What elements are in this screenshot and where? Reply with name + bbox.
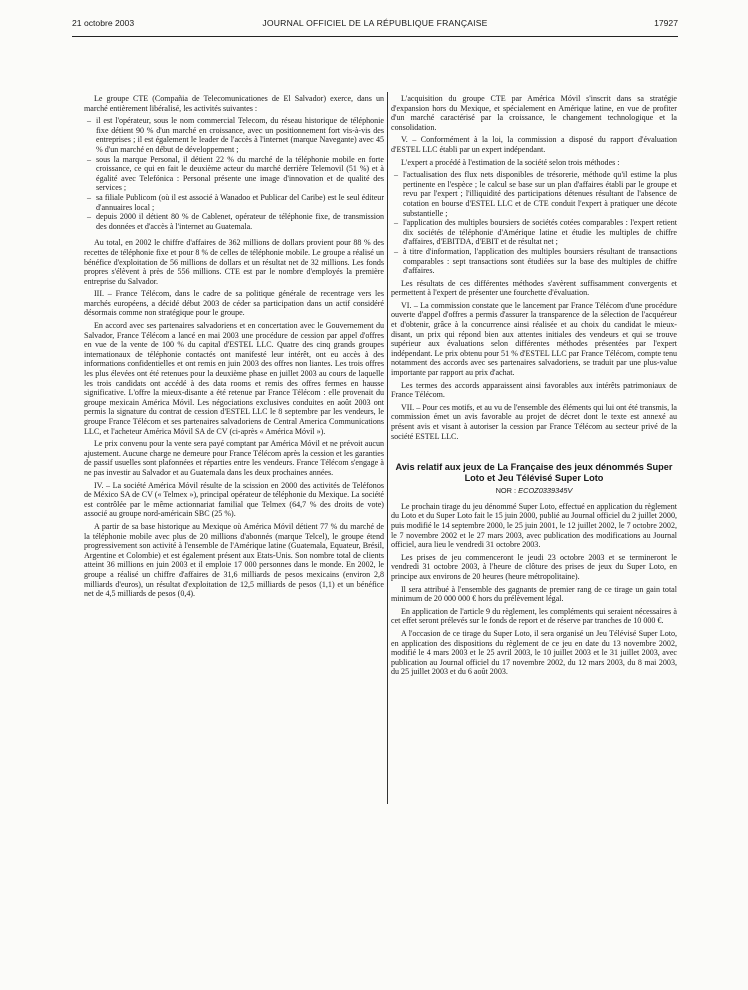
- left-column: [84, 94, 384, 602]
- paragraph: IV. – La société América Móvil résulte de la scission en 2000 des activités de Teléfonos de México SA de CV (« Telmex »), principal opérateur de téléphonie du Mexique. La société est contrôlée par le même actionnariat familial que Telmex (64,7 % des droits de vote) associé au groupe nord-américain SBC (25 %).: [84, 480, 384, 519]
- list-item: – sous la marque Personal, il détient 22 % du marché de la téléphonie mobile en forte croissance, ce qui en fait le deuxième acteur du marché derrière Telemovil (51 %) et à égalité avec Telefónica : Personal présente une image d'innovation et de qualité des services ;: [84, 155, 384, 193]
- nor-reference: [391, 486, 677, 496]
- paragraph: V. – Conformément à la loi, la commission a disposé du rapport d'évaluation d'ESTEL LLC établi par un expert indépendant.: [391, 135, 677, 154]
- notice-title: Avis relatif aux jeux de La Française des jeux dénommés Super Loto et Jeu Télévisé Super Loto: [395, 462, 673, 484]
- page-header: [72, 18, 678, 32]
- paragraph: Les résultats de ces différentes méthodes s'avèrent suffisamment convergents et permettent à l'expert de présenter une fourchette d'évaluation.: [391, 278, 677, 298]
- paragraph: En application de l'article 9 du règlement, les compléments qui seraient nécessaires à cet effet seront prélevés sur le fonds de report et de réserve par tranches de 10 000 €.: [391, 606, 677, 626]
- paragraph: Il sera attribué à l'ensemble des gagnants de premier rang de ce tirage un gain total minimum de 20 000 000 € hors du prélèvement légal.: [391, 584, 677, 604]
- paragraph: A partir de sa base historique au Mexique où América Móvil détient 77 % du marché de la téléphonie mobile avec plus de 20 millions d'abonnés (marque Telcel), le groupe étend progressivement son activité à l'ensemble de l'Amérique latine (Guatemala, Equateur, Brésil, Argentine et Colombie) et est également présent aux Etats-Unis. Son nombre total de clients atteint 36 millions en juin 2003 et il emploie 17 000 personnes dans le monde. En 2002, le groupe a réalisé un chiffre d'affaires de 31,6 milliards de pesos mexicains (environ 2,8 milliards d'euros), un résultat d'exploitation de 12,5 milliards de pesos (1,1) et un bénéfice net de 4,5 milliards de pesos (0,4).: [84, 521, 384, 599]
- header-title: JOURNAL OFFICIEL DE LA RÉPUBLIQUE FRANÇAISE: [262, 18, 488, 28]
- paragraph: L'acquisition du groupe CTE par América Móvil s'inscrit dans sa stratégie d'expansion hors du Mexique, et spécialement en Amérique latine, en vue de profiter d'un marché caractérisé par la croissance, le changement technologique et la consolidation.: [391, 94, 677, 132]
- paragraph: Au total, en 2002 le chiffre d'affaires de 362 millions de dollars provient pour 88 % des recettes de téléphonie fixe et pour 8 % de celles de téléphonie mobile. Le groupe a réalisé un bénéfice d'exploitation de 56 millions de dollars et un résultat net de 32 millions. Les fonds propres s'élèvent à près de 556 millions. CTE est par le nombre d'employés la première entreprise du Salvador.: [84, 238, 384, 286]
- activities-list: [84, 116, 384, 231]
- paragraph: A l'occasion de ce tirage du Super Loto, il sera organisé un Jeu Télévisé Super Loto, en application des dispositions du règlement de ce jeu en date du 13 novembre 2002, modifié le 4 mars 2003 et le 25 avril 2003, le 10 juillet 2003 et le 31 juillet 2003, avec publication au Journal officiel du 17 novembre 2002, du 12 mars 2003, du 8 mai 2003, du 25 juillet 2003 et du 6 août 2003.: [391, 628, 677, 677]
- paragraph: En accord avec ses partenaires salvadoriens et en concertation avec le Gouvernement du Salvador, France Télécom a lancé en mai 2003 une procédure de cession par appel d'offres en vue de la vente de 100 % du capital d'ESTEL LLC. Quatre des cinq grands groupes internationaux de téléphonie contactés ont manifesté leur intérêt, ont eu accès à des informations confidentielles et ont remis en juin 2003 des offres non liantes. Les trois offres les plus élevées ont été retenues pour la deuxième phase en juillet 2003 au cours de laquelle les trois candidats ont accédé à des data rooms et remis des offres fermes en hausse significative. L'offre la mieux-disante a été retenue par France Télécom : elle provenait du groupe mexicain América Móvil. Les négociations exclusives conduites en août 2003 ont permis la signature du contrat de cession d'ESTEL LLC le 8 septembre par les vendeurs, le groupe France Télécom et ses partenaires salvadoriens de Central America Communications LLC, et l'acheteur América Móvil SA de CV (ci-après « América Móvil »).: [84, 321, 384, 436]
- header-date: 21 octobre 2003: [72, 18, 135, 28]
- paragraph: L'expert a procédé à l'estimation de la société selon trois méthodes :: [401, 157, 620, 167]
- list-item: – depuis 2000 il détient 80 % de Cablenet, opérateur de téléphonie fixe, de transmission des données et d'accès à l'internet au Guatemala.: [84, 212, 384, 231]
- paragraph: VII. – Pour ces motifs, et au vu de l'ensemble des éléments qui lui ont été transmis, la commission émet un avis favorable au projet de décret dont le texte est annexé au présent avis et visant à autoriser la cession par France Télécom au secteur privé de la société ESTEL LLC.: [391, 402, 677, 441]
- paragraph: VI. – La commission constate que le lancement par France Télécom d'une procédure ouverte d'appel d'offres a permis d'assurer la transparence de la sélection de l'acquéreur et d'obtenir, grâce à la concurrence ainsi réalisée et au choix du candidat le mieux-disant, un prix qui répond bien aux attentes initiales des vendeurs et qui se trouve supérieur aux évaluations selon différentes méthodes présentées par l'expert indépendant. Le prix obtenu pour 51 % d'ESTEL LLC par France Télécom, compte tenu notamment des accords avec ses partenaires salvadoriens, se traduit par une plus-value importante par rapport au prix d'achat.: [391, 300, 677, 378]
- paragraph: Le prix convenu pour la vente sera payé comptant par América Móvil et ne prévoit aucun ajustement. Aucune charge ne demeure pour France Télécom après la cession et les garanties de passif usuelles sont plafonnées et réparties entre les vendeurs. France Télécom s'engage à ne pas investir au Salvador et au Guatemala dans les deux prochaines années.: [84, 439, 384, 477]
- header-rule: [72, 36, 678, 37]
- list-item: – l'application des multiples boursiers de sociétés cotées comparables : l'expert retient dix sociétés de téléphonie d'Amérique latine et étudie les multiples de chiffre d'affaires, d'EBITDA, d'EBIT et de résultat net ;: [391, 218, 677, 247]
- paragraph: Le groupe CTE (Compañia de Telecomunicationes de El Salvador) exerce, dans un marché entièrement libéralisé, les activités suivantes :: [84, 94, 384, 113]
- list-item: – à titre d'information, l'application des multiples boursiers résultant de transactions comparables : sept transactions sont étudiées sur la base des multiples de chiffre d'affaires.: [391, 247, 677, 276]
- nor-label: NOR :: [495, 486, 517, 496]
- column-divider: [387, 92, 388, 804]
- list-item: – il est l'opérateur, sous le nom commercial Telecom, du réseau historique de téléphonie fixe détient 90 % d'un marché en croissance, avec un positionnement fort vis-à-vis des entreprises ; il est également le leader de l'accès à l'internet (marque Navegante) avec 45 % d'un marché en début de développement ;: [84, 116, 384, 154]
- paragraph: Les prises de jeu commenceront le jeudi 23 octobre 2003 et se termineront le vendredi 31 octobre 2003, à l'heure de clôture des prises de jeux du Super Loto, en principe aux environs de 20 heures (heure métropolitaine).: [391, 552, 677, 581]
- paragraph: III. – France Télécom, dans le cadre de sa politique générale de recentrage vers les marchés européens, a décidé début 2003 de céder sa participation dans un actif considéré désormais comme non stratégique pour le groupe.: [84, 289, 384, 318]
- methods-list: [391, 170, 677, 276]
- nor-code: ECOZ0339345V: [518, 486, 573, 496]
- right-column: [391, 94, 677, 680]
- paragraph: Le prochain tirage du jeu dénommé Super Loto, effectué en application du règlement du Loto et du Super Loto fait le 15 juin 2000, publié au Journal officiel du 2 juillet 2000, puis modifié le 14 septembre 2000, le 25 juin 2001, le 12 juillet 2002, le 7 octobre 2002, le 7 novembre 2002 et le 27 mars 2003, avec publication des modifications au Journal officiel, aura lieu le vendredi 31 octobre 2003.: [391, 501, 677, 550]
- list-item: – l'actualisation des flux nets disponibles de trésorerie, méthode qu'il estime la plus pertinente en l'espèce ; le calcul se base sur un plan d'affaires établi par le groupe et revu par l'expert ; l'illiquidité des participations détenues résultant de l'absence de cotation en bourse d'ESTEL LLC et de CTE conduit l'expert à pratiquer une décote substantielle ;: [391, 170, 677, 218]
- paragraph: Les termes des accords apparaissent ainsi favorables aux intérêts patrimoniaux de France Télécom.: [391, 380, 677, 400]
- list-item: – sa filiale Publicom (où il est associé à Wanadoo et Publicar del Caribe) est le seul éditeur d'annuaires local ;: [84, 193, 384, 212]
- header-page-number: 17927: [654, 18, 678, 28]
